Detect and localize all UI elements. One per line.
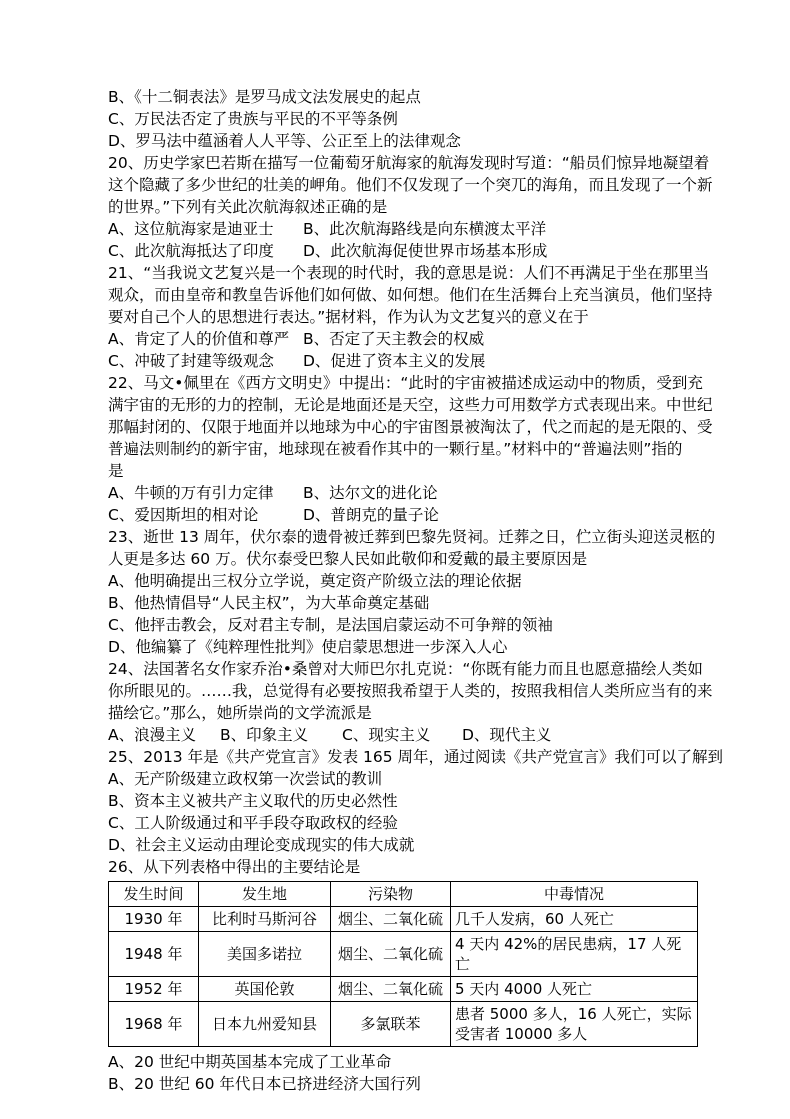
q25-option-c: C、工人阶级通过和平手段夺取政权的经验: [108, 814, 398, 832]
q20-stem-line-1: 20、历史学家巴若斯在描写一位葡萄牙航海家的航海发现时写道：“船员们惊异地凝望着: [108, 154, 710, 172]
document-body: [108, 86, 724, 1095]
table-row: [109, 977, 698, 1002]
cell-place: 比利时马斯河谷: [199, 907, 331, 932]
pollution-incidents-table: [108, 881, 698, 1047]
q23-option-b: B、他热情倡导“人民主权”，为大革命奠定基础: [108, 594, 430, 612]
q22-stem-line-1: 22、马文•佩里在《西方文明史》中提出：“此时的宇宙被描述成运动中的物质，受到充: [108, 374, 703, 392]
q25-option-a: A、无产阶级建立政权第一次尝试的教训: [108, 770, 383, 788]
q22-options-row-2: [108, 504, 700, 526]
q20-option-b: B、此次航海路线是向东横渡太平洋: [303, 220, 547, 238]
q22-option-d: D、普朗克的量子论: [303, 506, 439, 524]
table-row: [109, 907, 698, 932]
q25-option-b: B、资本主义被共产主义取代的历史必然性: [108, 792, 398, 810]
cell-time: 1952 年: [109, 977, 199, 1002]
q20-options-row-1: [108, 218, 700, 240]
cell-place: 日本九州爱知县: [199, 1002, 331, 1047]
q26-option-a: A、20 世纪中期英国基本完成了工业革命: [108, 1053, 392, 1071]
q21-stem-line-1: 21、“当我说文艺复兴是一个表现的时代时，我的意思是说：人们不再满足于坐在那里当: [108, 264, 710, 282]
q23-option-a: A、他明确提出三权分立学说，奠定资产阶级立法的理论依据: [108, 572, 522, 590]
q22-stem-line-3: 那幅封闭的、仅限于地面并以地球为中心的宇宙图景被淘汰了，代之而起的是无限的、受: [108, 418, 713, 436]
cell-place: 美国多诺拉: [199, 932, 331, 977]
q24-option-c: C、现实主义: [342, 726, 431, 744]
cell-effect: 4 天内 42%的居民患病，17 人死亡: [451, 932, 698, 977]
q22-option-a: A、牛顿的万有引力定律: [108, 484, 274, 502]
q22-stem-line-5: 是: [108, 462, 124, 480]
q21-option-c: C、冲破了封建等级观念: [108, 352, 274, 370]
cell-pollutant: 烟尘、二氧化硫: [331, 932, 451, 977]
cell-place: 英国伦敦: [199, 977, 331, 1002]
table-header-time: 发生时间: [109, 882, 199, 907]
table-header-effect: 中毒情况: [451, 882, 698, 907]
cell-effect: 5 天内 4000 人死亡: [451, 977, 698, 1002]
cell-effect: 几千人发病，60 人死亡: [451, 907, 698, 932]
q21-options-row-2: [108, 350, 700, 372]
q23-option-c: C、他抨击教会，反对君主专制，是法国启蒙运动不可争辩的领袖: [108, 616, 553, 634]
q24-option-d: D、现代主义: [462, 726, 552, 744]
q21-option-b: B、否定了天主教会的权威: [303, 330, 485, 348]
q21-option-a: A、肯定了人的价值和尊严: [108, 330, 290, 348]
cell-time: 1968 年: [109, 1002, 199, 1047]
q21-option-d: D、促进了资本主义的发展: [303, 352, 486, 370]
q26-stem-line-1: 26、从下列表格中得出的主要结论是: [108, 858, 361, 876]
q20-stem-line-3: 的世界。”下列有关此次航海叙述正确的是: [108, 198, 388, 216]
q22-stem-line-2: 满宇宙的无形的力的控制，无论是地面还是天空，这些力可用数学方式表现出来。中世纪: [108, 396, 713, 414]
cell-time: 1930 年: [109, 907, 199, 932]
q21-stem-line-3: 要对自己个人的思想进行表达。”据材料，作为认为文艺复兴的意义在于: [108, 308, 589, 326]
q25-option-d: D、社会主义运动由理论变成现实的伟大成就: [108, 836, 415, 854]
q24-stem-line-2: 你所眼见的。……我，总觉得有必要按照我希望于人类的，按照我相信人类所应当有的来: [108, 682, 713, 700]
q24-option-b: B、印象主义: [220, 726, 309, 744]
q20-options-row-2: [108, 240, 700, 262]
q22-options-row-1: [108, 482, 700, 504]
q23-stem-line-1: 23、逝世 13 周年，伏尔泰的遗骨被迁葬到巴黎先贤祠。迁葬之日，伫立街头迎送灵柩的: [108, 528, 716, 546]
table-header-place: 发生地: [199, 882, 331, 907]
q20-option-d: D、此次航海促使世界市场基本形成: [303, 242, 548, 260]
q20-option-c: C、此次航海抵达了印度: [108, 242, 274, 260]
cell-pollutant: 烟尘、二氧化硫: [331, 907, 451, 932]
q19-option-d: D、罗马法中蕴涵着人人平等、公正至上的法律观念: [108, 132, 461, 150]
cell-time: 1948 年: [109, 932, 199, 977]
table-header-row: [109, 882, 698, 907]
q19-option-b: B、《十二铜表法》是罗马成文法发展史的起点: [108, 88, 421, 106]
q22-stem-line-4: 普遍法则制约的新宇宙，地球现在被看作其中的一颗行星。”材料中的“普遍法则”指的: [108, 440, 683, 458]
q24-stem-line-1: 24、法国著名女作家乔治•桑曾对大师巴尔扎克说：“你既有能力而且也愿意描绘人类如: [108, 660, 703, 678]
q26-option-b: B、20 世纪 60 年代日本已挤进经济大国行列: [108, 1075, 421, 1093]
q20-option-a: A、这位航海家是迪亚士: [108, 220, 274, 238]
q19-option-c: C、万民法否定了贵族与平民的不平等条例: [108, 110, 398, 128]
q22-option-b: B、达尔文的进化论: [303, 484, 438, 502]
table-row: [109, 1002, 698, 1047]
table-row: [109, 932, 698, 977]
cell-pollutant: 烟尘、二氧化硫: [331, 977, 451, 1002]
q21-stem-line-2: 观众，而由皇帝和教皇告诉他们如何做、如何想。他们在生活舞台上充当演员，他们坚持: [108, 286, 713, 304]
q24-options-row: [108, 724, 700, 746]
q22-option-c: C、爱因斯坦的相对论: [108, 506, 259, 524]
q21-options-row-1: [108, 328, 700, 350]
q20-stem-line-2: 这个隐藏了多少世纪的壮美的岬角。他们不仅发现了一个突兀的海角，而且发现了一个新: [108, 176, 713, 194]
q24-stem-line-3: 描绘它。”那么，她所崇尚的文学流派是: [108, 704, 372, 722]
q25-stem-line-1: 25、2013 年是《共产党宣言》发表 165 周年，通过阅读《共产党宣言》我们可以了解到: [108, 748, 724, 766]
table-header-pollutant: 污染物: [331, 882, 451, 907]
q23-stem-line-2: 人更是多达 60 万。伏尔泰受巴黎人民如此敬仰和爱戴的最主要原因是: [108, 550, 588, 568]
cell-effect: 患者 5000 多人，16 人死亡，实际受害者 10000 多人: [451, 1002, 698, 1047]
q24-option-a: A、浪漫主义: [108, 726, 197, 744]
q23-option-d: D、他编纂了《纯粹理性批判》使启蒙思想进一步深入人心: [108, 638, 508, 656]
cell-pollutant: 多氯联苯: [331, 1002, 451, 1047]
